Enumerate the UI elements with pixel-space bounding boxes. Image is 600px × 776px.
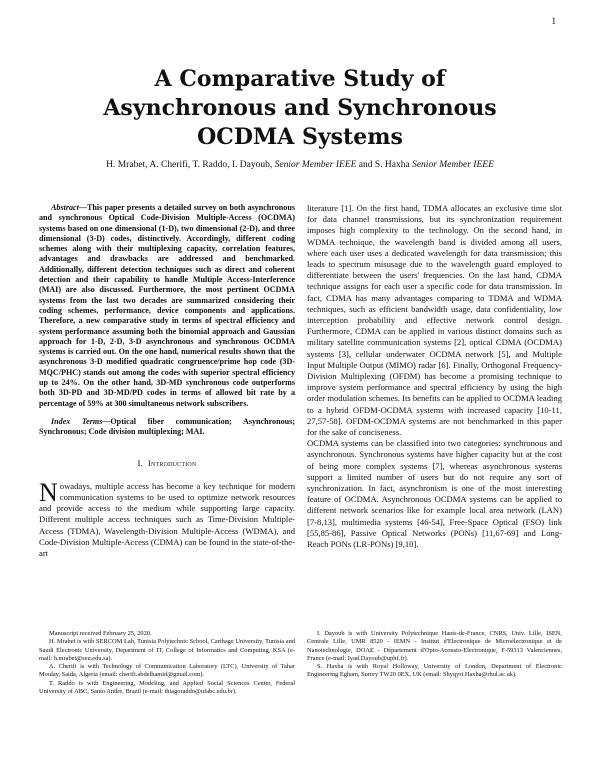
abstract xyxy=(39,203,295,409)
index-terms-body: —Optical fiber communication; Asynchronous; Synchronous; Code division multiplexing; MAI. xyxy=(39,416,295,437)
section-title: Introduction xyxy=(147,457,197,468)
abstract-label: Abstract xyxy=(51,203,79,212)
paper-title xyxy=(0,65,600,152)
body-paragraph: OCDMA systems can be classified into two categories: synchronous and asynchronous. Synchronous systems have higher capacity but at the cost of being more complex systems [7], whereas asynchronous systems support a limited number of users but do not require any sort of synchronization. In fact, asynchronism is one of the most interesting feature of OCDMA. Asynchronous OCDMA systems can be applied to different network scenarios like for example local area network (LAN) [7-8,13], multimedia systems [46-54], Free-Space Optical (FSO) link [55,85-86], Passive Optical Networks (PONs) [11,67-69] and Long-Reach PONs (LR-PONs) [9,10]. xyxy=(307,438,562,550)
footnote: I. Dayoub is with University Polytechnique Hauts-de-France, CNRS, Univ. Lille, ISEN, Centrale Lille, UMR 8520 - IEMN - Institut d'Electronique de Microélectronique et de Nanotechnologie, DOAE - Département d'Opto-Acousto-Electronique, F-59313 Valenciennes, France (e-mail: Iyad.Dayoub@uphf.fr). xyxy=(307,630,562,662)
authors-names-last: and S. Haxha xyxy=(356,160,413,170)
right-column xyxy=(307,203,562,550)
drop-cap: N xyxy=(39,477,58,507)
author-role: Senior Member IEEE xyxy=(412,160,494,170)
intro-paragraph xyxy=(39,477,295,559)
footnote: T. Raddo is with Engineering, Modeling, and Applied Social Sciences Center, Federal University of ABC, Santo Andre, Brazil (e-mail: thiagoraddo@ufabc.edu.br). xyxy=(39,679,295,696)
index-terms xyxy=(39,417,295,438)
index-terms-label: Index Terms xyxy=(51,416,103,426)
footnotes-right xyxy=(307,630,562,680)
intro-text: owadays, multiple access has become a key technique for modern communication systems to be used to optimize network resources and provide access to the medium while supporting large capacity. Different multiple access techniques such as Time-Division Multiple-Access (TDMA), Wavelength-Division Multiple-Access (WDMA), and Code-Division Multiple-Access (CDMA) can be found in the state-of-the-art xyxy=(39,480,295,558)
section-numeral: I. xyxy=(137,457,144,468)
footnote: H. Mrabet is with SERCOM Lab, Tunisia Polytechnic School, Carthage University, Tunisia and Saudi Electronic University, Department of IT, College of Informatics and Computing, KSA (e-mail: h.mrabet@seu.edu.sa). xyxy=(39,638,295,662)
author-list xyxy=(0,160,600,170)
footnote: S. Haxha is with Royal Holloway, University of London, Department of Electronic Engineering Egham, Surrey TW20 0EX, UK (email: Shyqyri.Haxha@rhul.ac.uk). xyxy=(307,663,562,679)
title-line: A Comparative Study of xyxy=(154,66,446,92)
title-line: OCDMA Systems xyxy=(197,124,403,150)
footnote: A. Cherifi is with Technology of Communication Laboratory (LTC), University of Tahar Moulay, Saida, Algeria (email: cherifi.abdelhamid@gmail.com). xyxy=(39,663,295,679)
abstract-body: —This paper presents a detailed survey on both asynchronous and synchronous Optical Code-Division Multiple-Access (OCDMA) systems based on one dimensional (1-D), two dimensional (2-D), and three dimensional (3-D) codes, distinctively. Accordingly, different coding schemes along with their multiplexing capacity, correlation features, advantages and drawbacks are addressed and benchmarked. Additionally, different detection techniques such as direct and coherent detection and their capability to handle Multiple Access-Interference (MAI) are also discussed. Furthermore, the most pertinent OCDMA systems from the last two decades are summarized considering their coding schemes, performance, device components and applications. Therefore, a new comparative study in terms of spectral efficiency and system performance assuming both the binomial approach and Gaussian approach for 1-D, 2-D, 3-D asynchronous and synchronous OCDMA systems is carried out. On the one hand, numerical results shown that the asynchronous 3-D modified quadratic congruence/prime hop code (3D-MQC/PHC) stands out among the codes with superior spectral efficiency up to 24%. On the other hand, 3D-MD synchronous code outperforms both 3D-PD and 3D-MD/PD codes in terms of allowed bit rate by a percentage of 59% at 300 simultaneous network subscribers. xyxy=(39,203,295,408)
body-paragraph: literature [1]. On the first hand, TDMA allocates an exclusive time slot for data channel transmissions, but its synchronization requirement imposes high complexity to the technology. On the second hand, in WDMA technique, the wavelength band is divided among all users, where each user uses a dedicated wavelength for data transmission; this leads to spectrum misusage due to the wavelength guard employed to differentiate between the users' frequencies. On the last hand, CDMA technique assigns for each user a specific code for data transmission. In fact, CDMA has many advantages comparing to TDMA and WDMA techniques, such as efficient bandwidth usage, data confidentiality, low interception probability and effective network control design. Furthermore, CDMA can be applied in various distinct domains such as military satellite communication systems [2], optical CDMA (OCDMA) systems [3], cellular underwater OCDMA network [5], and Multiple Input Multiple Output (MIMO) radar [6]. Finally, Orthogonal Frequency-Division Multiplexing (OFDM) has become a promising technique to improve system performance and spectral efficiency by using the high order modulation schemes. Its benefits can be applied to OCDMA leading to a hybrid OFDM-OCDMA systems with increased capacity [10-11, 27,57-58]. OFDM-OCDMA systems are not benchmarked in this paper for the sake of conciseness. xyxy=(307,203,562,438)
title-line: Asynchronous and Synchronous xyxy=(103,95,497,121)
author-role: Senior Member IEEE xyxy=(274,160,357,170)
section-heading xyxy=(39,458,295,469)
footnote: Manuscript received February 25, 2020. xyxy=(49,630,152,637)
left-column xyxy=(39,203,295,559)
authors-names: H. Mrabet, A. Cherifi, T. Raddo, I. Dayoub, xyxy=(106,160,275,170)
footnotes-left xyxy=(39,630,295,696)
page-number: 1 xyxy=(551,16,556,26)
